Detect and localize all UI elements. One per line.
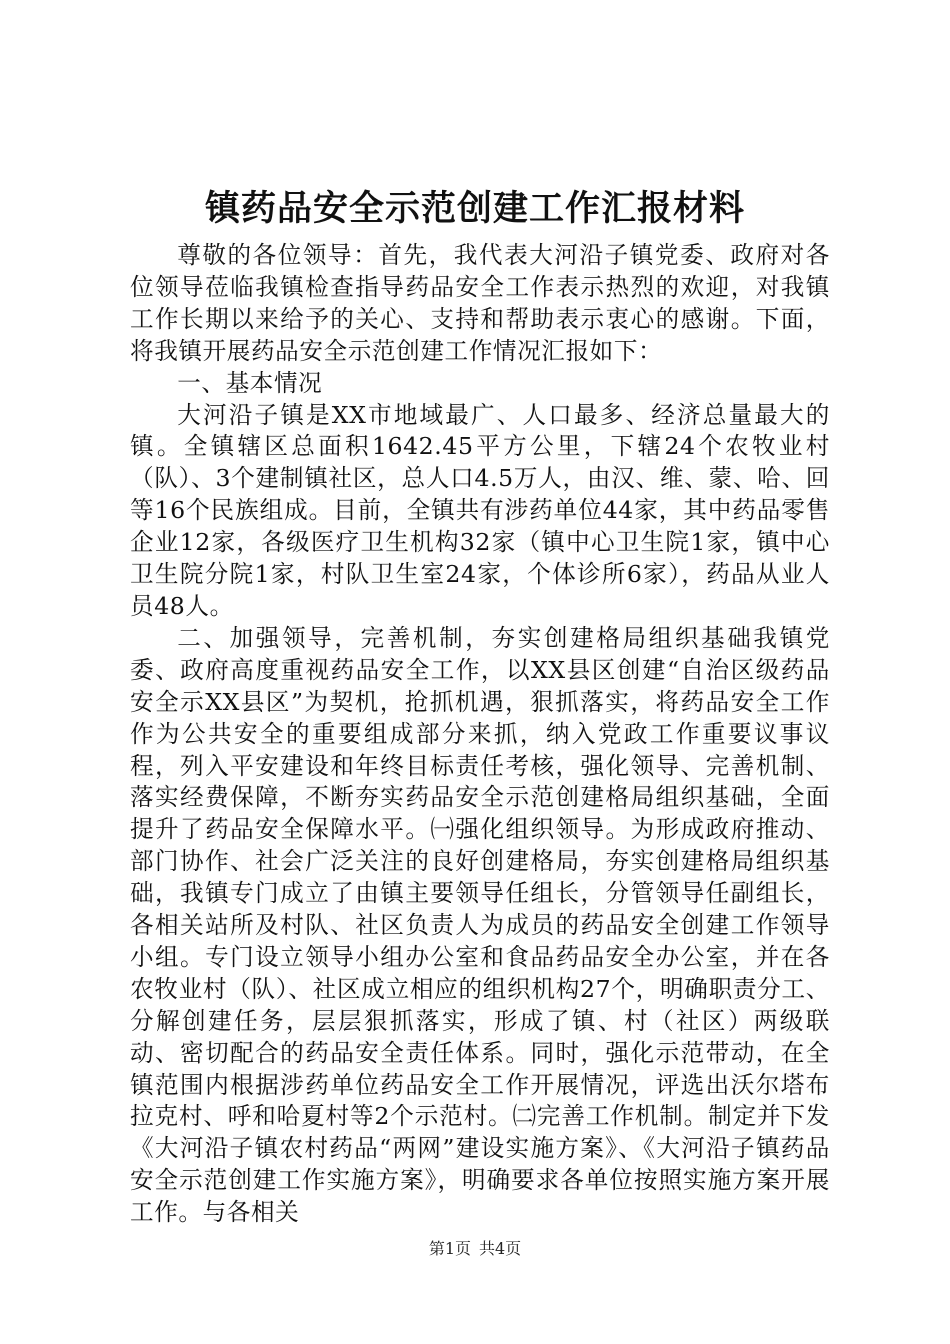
document-body <box>130 240 830 1229</box>
paragraph-basic-situation: 大河沿子镇是XX市地域最广、人口最多、经济总量最大的镇。全镇辖区总面积1642.45平方公里，下辖24个农牧业村（队）、3个建制镇社区，总人口4.5万人，由汉、维、蒙、哈、回等16个民族组成。目前，全镇共有涉药单位44家，其中药品零售企业12家，各级医疗卫生机构32家（镇中心卫生院1家，镇中心卫生院分院1家，村队卫生室24家，个体诊所6家），药品从业人员48人。 <box>130 400 830 620</box>
paragraph-leadership-mechanism: 二、加强领导，完善机制，夯实创建格局组织基础我镇党委、政府高度重视药品安全工作，以XX县区创建“自治区级药品安全示XX县区”为契机，抢抓机遇，狠抓落实，将药品安全工作作为公共安全的重要组成部分来抓，纳入党政工作重要议事议程，列入平安建设和年终目标责任考核，强化领导、完善机制、落实经费保障，不断夯实药品安全示范创建格局组织基础，全面提升了药品安全保障水平。㈠强化组织领导。为形成政府推动、部门协作、社会广泛关注的良好创建格局，夯实创建格局组织基础，我镇专门成立了由镇主要领导任组长，分管领导任副组长，各相关站所及村队、社区负责人为成员的药品安全创建工作领导小组。专门设立领导小组办公室和食品药品安全办公室，并在各农牧业村（队）、社区成立相应的组织机构27个，明确职责分工、分解创建任务，层层狠抓落实，形成了镇、村（社区）两级联动、密切配合的药品安全责任体系。同时，强化示范带动，在全镇范围内根据涉药单位药品安全工作开展情况，评选出沃尔塔布拉克村、呼和哈夏村等2个示范村。㈡完善工作机制。制定并下发《大河沿子镇农村药品“两网”建设实施方案》、《大河沿子镇药品安全示范创建工作实施方案》，明确要求各单位按照实施方案开展工作。与各相关 <box>130 623 830 1227</box>
page-footer <box>0 1238 950 1260</box>
page-number: 第1页 <box>428 1239 471 1258</box>
document-title: 镇药品安全示范创建工作汇报材料 <box>204 188 745 229</box>
page-total: 共4页 <box>479 1239 522 1258</box>
section-heading-basic-situation: 一、基本情况 <box>177 368 323 397</box>
paragraph-greeting: 尊敬的各位领导：首先，我代表大河沿子镇党委、政府对各位领导莅临我镇检查指导药品安全工作表示热烈的欢迎，对我镇工作长期以来给予的关心、支持和帮助表示衷心的感谢。下面，将我镇开展药品安全示范创建工作情况汇报如下： <box>130 241 830 365</box>
